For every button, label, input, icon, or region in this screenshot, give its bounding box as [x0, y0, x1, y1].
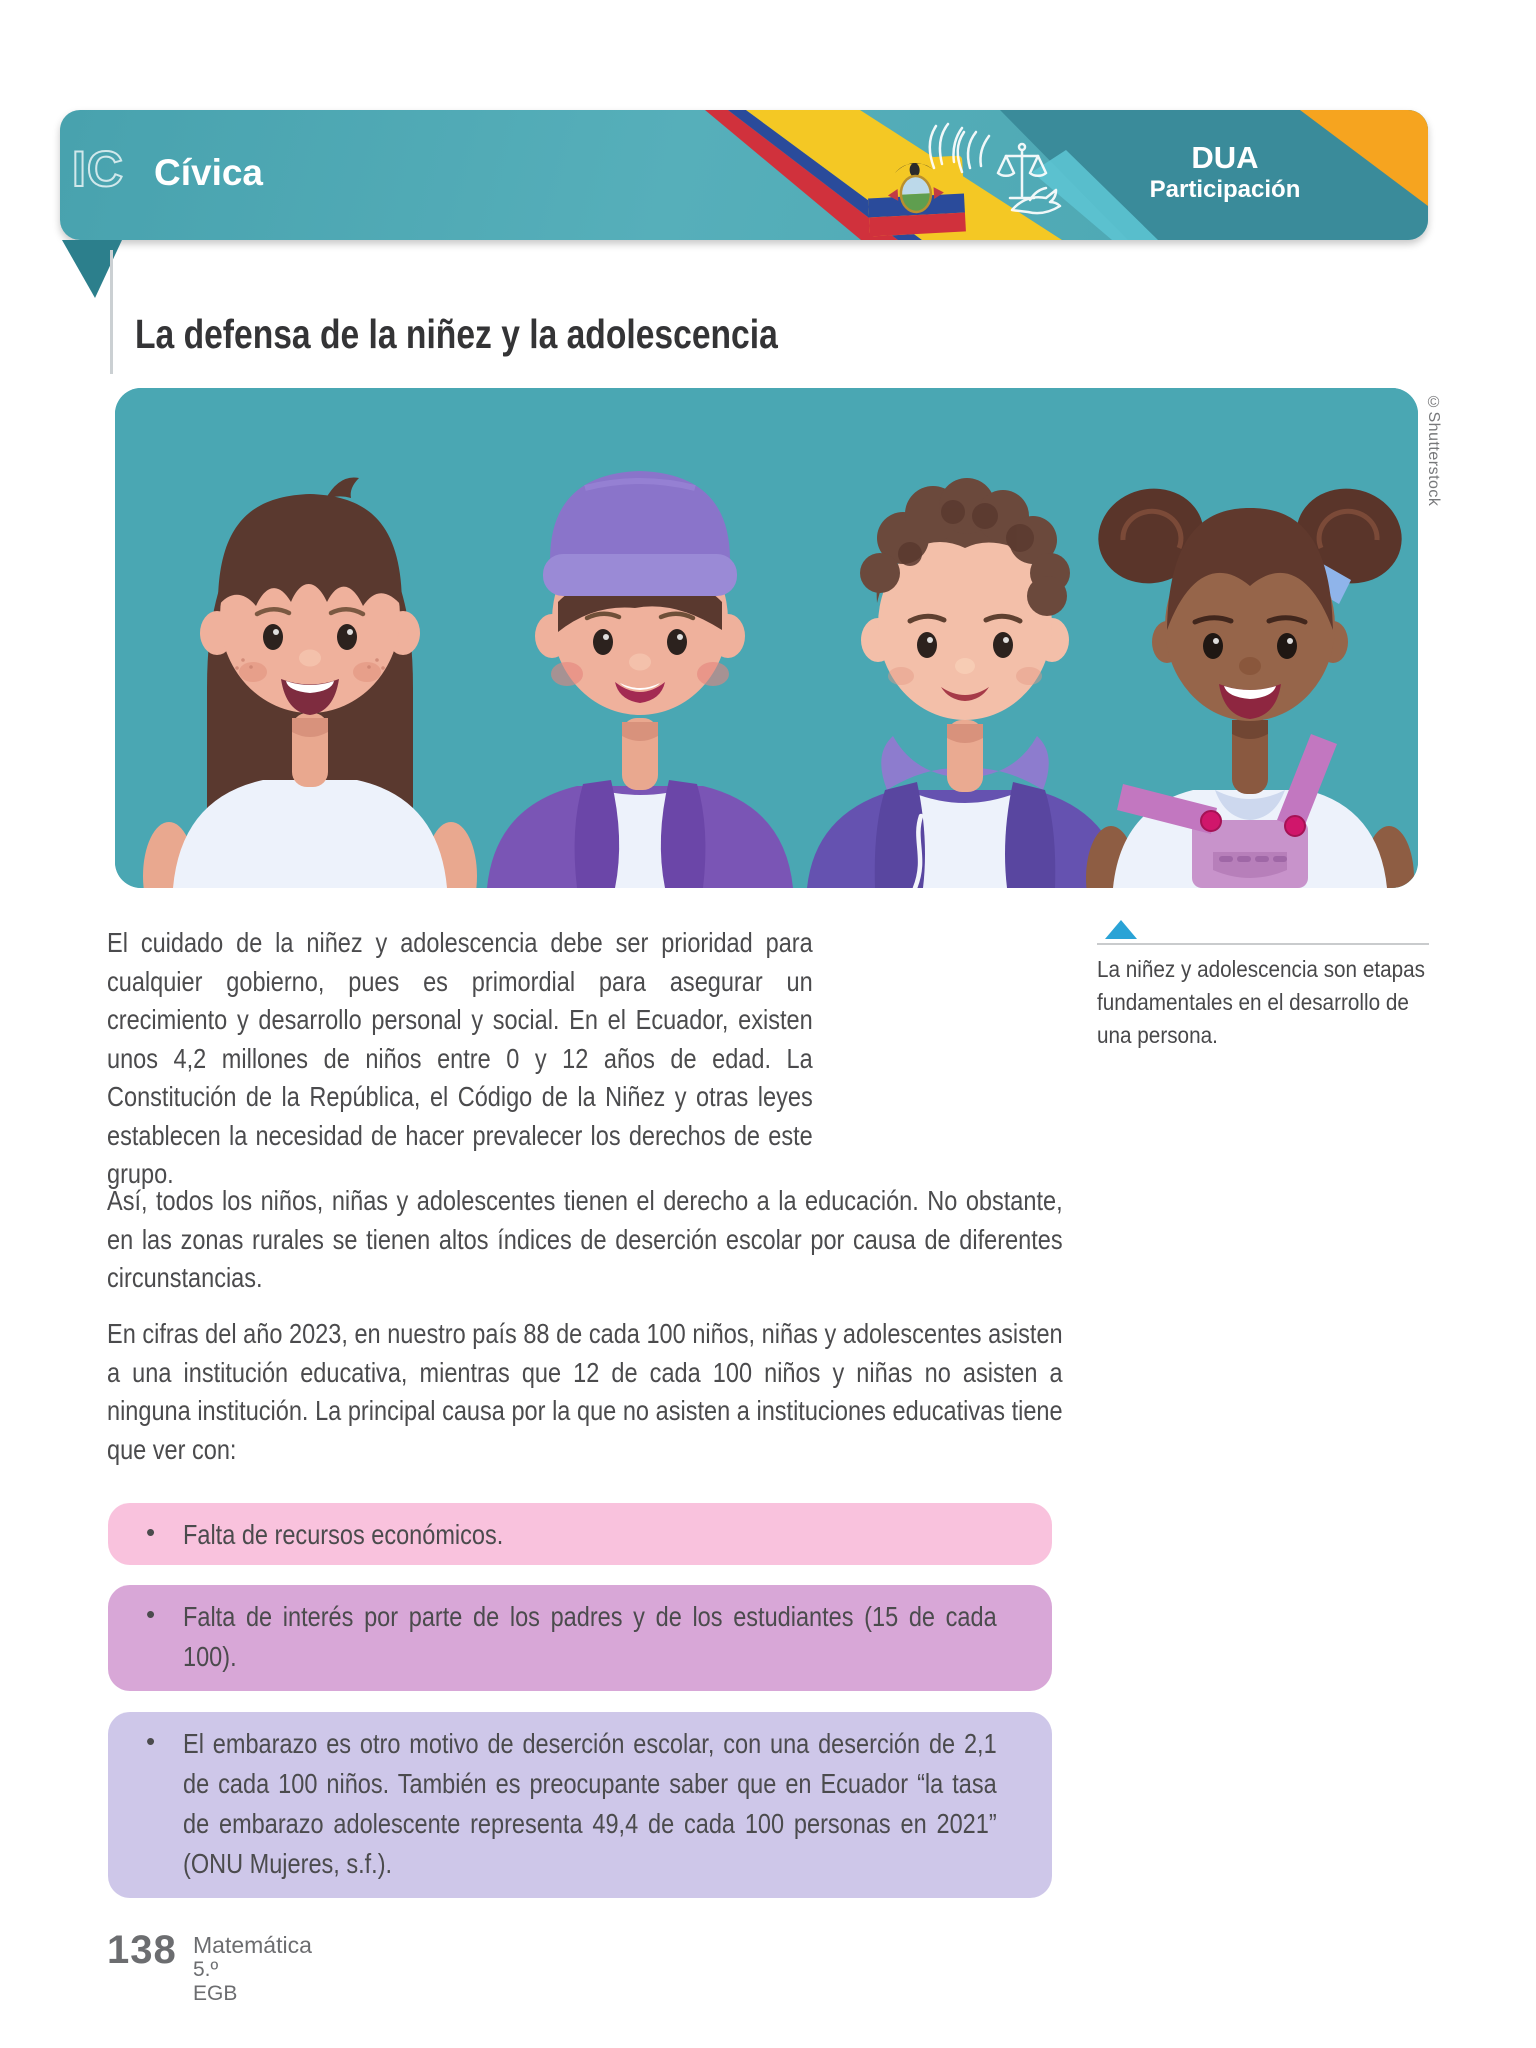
paragraph-1: El cuidado de la niñez y adolescencia debe ser prioridad para cualquier gobierno, pues es primordial para asegurar un crecimiento y desarrollo personal y social. En el Ecuador, existen unos 4,2 millones de niños entre 0 y 12 años de edad. La Constitución de la República, el Código de la Niñez y otras leyes establecen la necesidad de hacer prevalecer los derechos de este grupo.	[107, 927, 813, 1189]
series-logo: IC	[72, 141, 124, 197]
bullet: •	[146, 1517, 156, 1547]
callout-pink	[108, 1503, 1052, 1565]
paragraph-3: En cifras del año 2023, en nuestro país 88 de cada 100 niños, niñas y adolescentes asisten a una institución educativa, mientras que 12 de cada 100 niños y niñas no asisten a ninguna institución. La principal causa por la que no asisten a instituciones educativas tiene que ver con:	[107, 1318, 1063, 1465]
children-illustration	[115, 388, 1418, 888]
photo-credit: ©Shutterstock	[1425, 394, 1442, 507]
callout-text: Falta de interés por parte de los padres y de los estudiantes (15 de cada 100).	[183, 1601, 997, 1672]
footer-grade: 5.º EGB	[193, 1958, 238, 2005]
ecuador-flag-icon	[866, 156, 966, 237]
note-text: La niñez y adolescencia son etapas fundamentales en el desarrollo de una persona.	[1097, 956, 1425, 1048]
dua-badge-title: DUA	[1191, 140, 1259, 175]
paragraph-2: Así, todos los niños, niñas y adolescentes tienen el derecho a la educación. No obstante, en las zonas rurales se tienen altos índices de deserción escolar por causa de diferentes circunstancias.	[107, 1185, 1063, 1293]
header-band	[60, 110, 1428, 240]
callout-text: Falta de recursos económicos.	[183, 1519, 504, 1550]
callout-orchid	[108, 1585, 1052, 1691]
dua-badge	[1100, 140, 1350, 204]
callout-text: El embarazo es otro motivo de deserción escolar, con una deserción de 2,1 de cada 100 niños. También es preocupante saber que en Ecuador “la tasa de embarazo adolescente representa 49,4 de cada 100 personas en 2021” (ONU Mujeres, s.f.).	[183, 1728, 997, 1879]
page-number: 138	[107, 1928, 177, 1972]
dove-icon	[1012, 188, 1060, 213]
header-fold	[62, 240, 122, 298]
note-rule	[1097, 943, 1429, 945]
sidenote	[1097, 920, 1429, 1052]
bullet: •	[146, 1599, 156, 1629]
dua-badge-subtitle: Participación	[1149, 176, 1301, 203]
page-title: La defensa de la niñez y la adolescencia	[135, 311, 778, 358]
footer-subject: Matemática	[193, 1932, 312, 1958]
title-rule	[110, 250, 113, 374]
subject-label: Cívica	[154, 152, 264, 193]
bullet: •	[146, 1726, 156, 1756]
callout-lavender	[108, 1712, 1052, 1898]
note-arrow-icon	[1105, 920, 1137, 939]
